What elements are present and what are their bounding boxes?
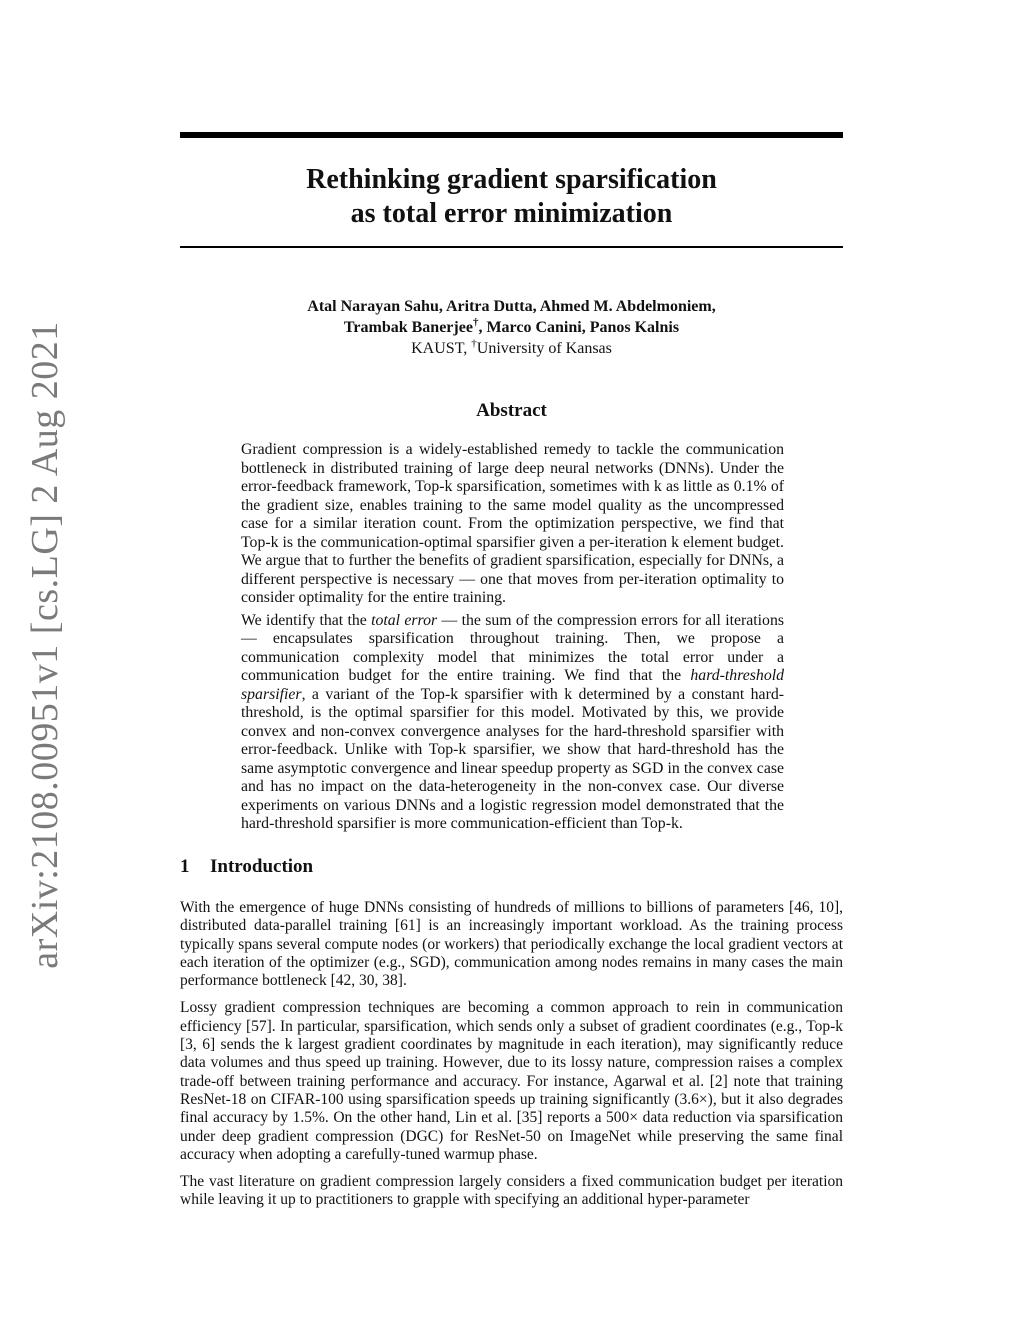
abstract-paragraph-1: Gradient compression is a widely-established remedy to tackle the communication bottleneck in distributed training of large deep neural networks (DNNs). Under the error-feedback framework, Top-k sparsification, sometimes with k as little as 0.1% of the gradient size, enables training to the same model quality as the uncompressed case for a similar iteration count. From the optimization perspective, we find that Top-k is the communication-optimal sparsifier given a per-iteration k element budget. We argue that to further the benefits of gradient sparsification, especially for DNNs, a different perspective is necessary — one that moves from per-iteration optimality to consider optimality for the entire training. bbox=[241, 441, 784, 606]
affiliation-kaust: KAUST, bbox=[411, 340, 472, 357]
author-block bbox=[180, 296, 843, 359]
title-bottom-rule bbox=[180, 246, 843, 248]
section-heading-introduction bbox=[180, 856, 843, 878]
intro-paragraph-1: With the emergence of huge DNNs consisting of hundreds of millions to billions of parameters [46, 10], distributed data-parallel training [61] is an increasingly important workload. As the training process typically spans several compute nodes (or workers) that periodically exchange the local gradient vectors at each iteration of the optimizer (e.g., SGD), communication among nodes remains in many cases the main performance bottleneck [42, 30, 38]. bbox=[180, 899, 843, 990]
intro-paragraph-3: The vast literature on gradient compression largely considers a fixed communication budget per iteration while leaving it up to practitioners to grapple with specifying an additional hyper-parameter bbox=[180, 1173, 843, 1209]
affiliation-kansas: University of Kansas bbox=[476, 340, 612, 357]
abstract-paragraph-2 bbox=[241, 612, 784, 834]
title-top-rule bbox=[180, 132, 843, 138]
term-hard-threshold-sparsifier: hard-threshold sparsifier bbox=[241, 667, 784, 703]
intro-paragraph-2: Lossy gradient compression techniques are becoming a common approach to rein in communication efficiency [57]. In particular, sparsification, which sends only a subset of gradient coordinates (e.g., Top-k [3, 6] sends the k largest gradient coordinates by magnitude in each iteration), may significantly reduce data volumes and thus speed up training. However, due to its lossy nature, compression raises a complex trade-off between training performance and accuracy. For instance, Agarwal et al. [2] note that training ResNet-18 on CIFAR-100 using sparsification speeds up training significantly (3.6×), but it also degrades final accuracy by 1.5%. On the other hand, Lin et al. [35] reports a 500× data reduction via sparsification under deep gradient compression (DGC) for ResNet-50 on ImageNet while preserving the same final accuracy when adopting a carefully-tuned warmup phase. bbox=[180, 999, 843, 1163]
paper-title bbox=[180, 163, 843, 231]
author-line-2 bbox=[180, 317, 843, 338]
affiliation-mark-2: † bbox=[471, 337, 477, 350]
abstract-p2-text-b: — the sum of the compression errors for all iterations — encapsulates sparsification throughout training. Then, we propose a communication complexity model that minimizes the total error under a communication budget for the entire training. We find that the bbox=[241, 611, 784, 684]
abstract-p2-text-c: , a variant of the Top-k sparsifier with k determined by a constant hard-threshold, is the optimal sparsifier for this model. Motivated by this, we provide convex and non-convex convergence analyses for the hard-threshold sparsifier with error-feedback. Unlike with Top-k sparsifier, we show that hard-threshold has the same asymptotic convergence and linear speedup property as SGD in the convex case and has no impact on the data-heterogeneity in the non-convex case. Our diverse experiments on various DNNs and a logistic regression model demonstrated that the hard-threshold sparsifier is more communication-efficient than Top-k. bbox=[241, 685, 784, 832]
author-banerjee: Trambak Banerjee bbox=[343, 319, 473, 336]
section-number: 1 bbox=[180, 856, 190, 877]
abstract-p2-text-a: We identify that the bbox=[241, 611, 372, 629]
title-line-2: as total error minimization bbox=[350, 198, 673, 229]
affiliation-line bbox=[180, 338, 843, 359]
title-line-1: Rethinking gradient sparsification bbox=[306, 164, 717, 195]
term-total-error: total error bbox=[371, 611, 438, 629]
abstract-body bbox=[241, 441, 784, 838]
author-line-2-rest: , Marco Canini, Panos Kalnis bbox=[478, 319, 680, 336]
author-line-1: Atal Narayan Sahu, Aritra Dutta, Ahmed M. Abdelmoniem, bbox=[307, 298, 716, 315]
introduction-body bbox=[180, 899, 843, 1219]
section-title: Introduction bbox=[210, 856, 314, 877]
abstract-heading: Abstract bbox=[476, 400, 547, 421]
affiliation-mark: † bbox=[472, 316, 479, 329]
arxiv-identifier-stamp: arXiv:2108.00951v1 [cs.LG] 2 Aug 2021 bbox=[24, 321, 66, 969]
